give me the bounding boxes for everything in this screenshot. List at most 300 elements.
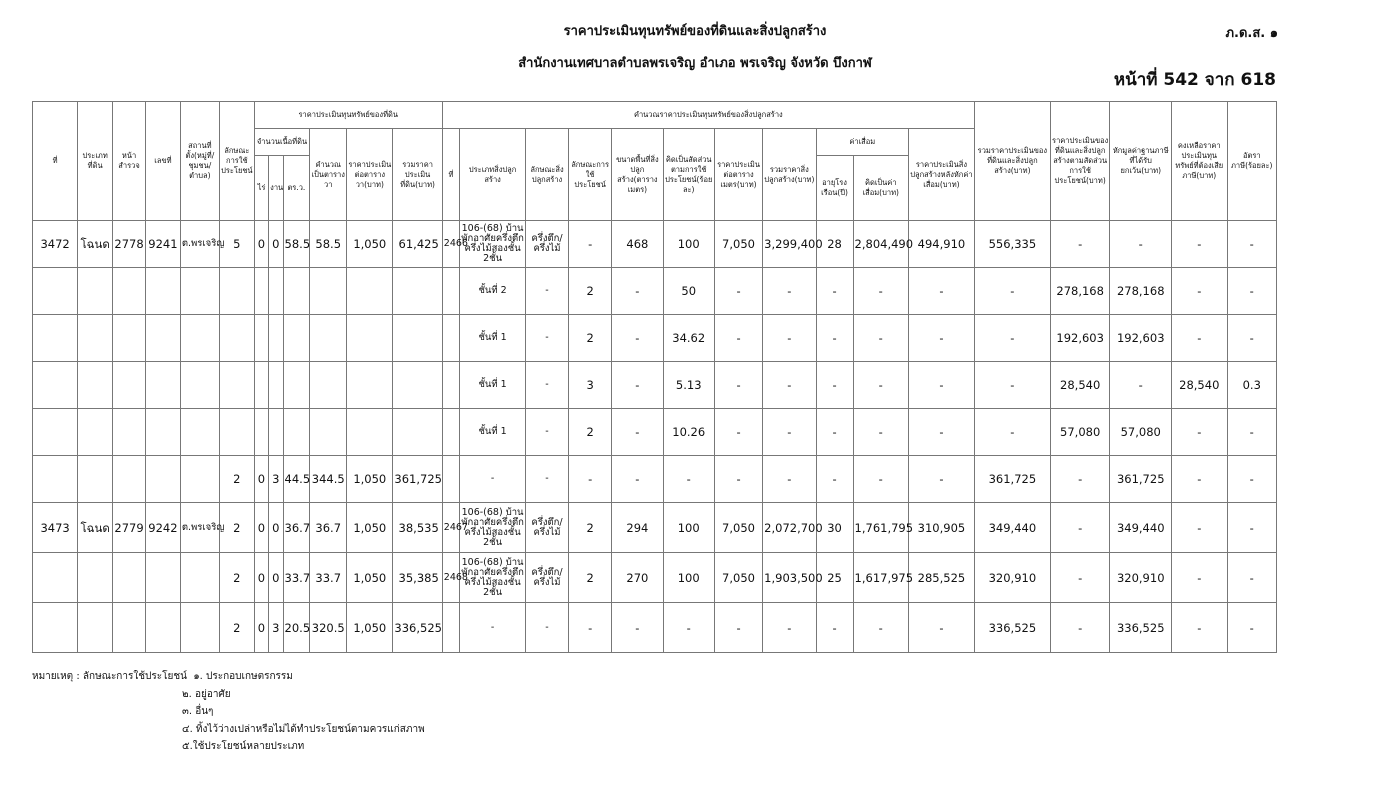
table-cell	[33, 456, 78, 503]
table-cell: -	[714, 268, 762, 315]
table-cell: 1,050	[347, 456, 393, 503]
table-cell: ต.พรเจริญ	[180, 503, 219, 553]
table-cell	[145, 553, 180, 603]
table-cell: 20.5	[283, 603, 310, 653]
col-survey-page: หน้าสำรวจ	[113, 102, 146, 221]
table-cell: 2	[569, 553, 612, 603]
note-item: ๕.ใช้ประโยชน์หลายประเภท	[182, 741, 305, 752]
table-cell: -	[763, 268, 816, 315]
note-item: ๔. ทิ้งไว้ว่างเปล่าหรือไม่ได้ทำประโยชน์ตามควรแก่สภาพ	[182, 723, 425, 735]
table-cell	[33, 553, 78, 603]
office-subtitle: สำนักงานเทศบาลตำบลพรเจริญ อำเภอ พรเจริญ จังหวัด บึงกาฬ	[518, 56, 872, 71]
table-cell: 320,910	[1110, 553, 1172, 603]
col-building-percent: คิดเป็นสัดส่วนตามการใช้ประโยชน์(ร้อยละ)	[663, 129, 714, 221]
col-building-no: ที่	[442, 129, 459, 221]
table-cell	[393, 409, 442, 456]
table-row	[33, 268, 1277, 315]
table-cell: โฉนด	[78, 221, 113, 268]
table-cell: 34.62	[663, 315, 714, 362]
table-cell: 1,050	[347, 603, 393, 653]
table-cell: 2467	[442, 503, 459, 553]
table-cell	[33, 603, 78, 653]
table-cell	[78, 362, 113, 409]
table-cell: 192,603	[1050, 315, 1110, 362]
table-cell: 336,525	[1110, 603, 1172, 653]
table-cell: ครึ่งตึก/ครึ่งไม้	[525, 221, 568, 268]
table-cell: 2	[219, 503, 254, 553]
table-cell	[442, 268, 459, 315]
table-cell	[254, 268, 268, 315]
table-cell: 10.26	[663, 409, 714, 456]
table-cell: -	[853, 456, 908, 503]
table-cell: 2	[219, 456, 254, 503]
table-cell: 0.3	[1227, 362, 1277, 409]
table-cell	[78, 315, 113, 362]
table-cell	[145, 409, 180, 456]
table-row	[33, 315, 1277, 362]
table-cell: 28,540	[1050, 362, 1110, 409]
table-cell: -	[908, 456, 974, 503]
table-cell	[442, 603, 459, 653]
table-cell: -	[1050, 603, 1110, 653]
table-cell: -	[1172, 456, 1227, 503]
table-cell: -	[816, 603, 853, 653]
page-indicator: หน้าที่ 542 จาก 618	[1113, 70, 1276, 90]
table-cell: 270	[612, 553, 663, 603]
table-cell	[145, 268, 180, 315]
table-cell	[113, 362, 146, 409]
table-cell	[283, 268, 310, 315]
table-cell: ชั้นที่ 1	[460, 409, 526, 456]
table-cell	[219, 362, 254, 409]
table-cell: 33.7	[310, 553, 347, 603]
table-cell: 494,910	[908, 221, 974, 268]
table-cell: 3472	[33, 221, 78, 268]
table-cell: ชั้นที่ 1	[460, 362, 526, 409]
table-cell: ชั้นที่ 2	[460, 268, 526, 315]
table-cell: 5.13	[663, 362, 714, 409]
col-building-price-sqm: ราคาประเมินต่อตารางเมตร(บาท)	[714, 129, 762, 221]
table-cell: -	[714, 456, 762, 503]
table-cell: 361,725	[974, 456, 1050, 503]
table-cell: -	[1050, 503, 1110, 553]
table-cell: 0	[269, 553, 283, 603]
table-cell	[180, 268, 219, 315]
table-cell	[269, 362, 283, 409]
table-cell: 2	[219, 553, 254, 603]
table-cell: 556,335	[974, 221, 1050, 268]
col-tax-rate: อัตราภาษี(ร้อยละ)	[1227, 102, 1277, 221]
table-cell: 5	[219, 221, 254, 268]
table-header	[33, 102, 1277, 221]
table-cell	[393, 315, 442, 362]
col-price-per-wa: ราคาประเมินต่อตารางวา(บาท)	[347, 129, 393, 221]
table-cell	[113, 456, 146, 503]
table-cell: -	[569, 456, 612, 503]
table-cell: 310,905	[908, 503, 974, 553]
table-cell: -	[525, 362, 568, 409]
table-cell: 349,440	[974, 503, 1050, 553]
table-row	[33, 456, 1277, 503]
col-ngan: งาน	[269, 156, 283, 221]
table-cell: 336,525	[393, 603, 442, 653]
table-cell: 0	[254, 503, 268, 553]
table-cell: 3,299,400	[763, 221, 816, 268]
table-cell: 1,617,975	[853, 553, 908, 603]
table-cell: 100	[663, 221, 714, 268]
table-cell: 2,072,700	[763, 503, 816, 553]
table-cell: 3	[269, 603, 283, 653]
table-cell: 2778	[113, 221, 146, 268]
table-cell: 3473	[33, 503, 78, 553]
table-cell: 344.5	[310, 456, 347, 503]
table-cell	[113, 268, 146, 315]
document-title: ราคาประเมินทุนทรัพย์ของที่ดินและสิ่งปลูกสร้าง	[563, 24, 827, 39]
table-cell: 30	[816, 503, 853, 553]
table-row	[33, 553, 1277, 603]
table-cell: 57,080	[1050, 409, 1110, 456]
table-row	[33, 409, 1277, 456]
table-cell: -	[612, 268, 663, 315]
col-building-char: ลักษณะสิ่งปลูกสร้าง	[525, 129, 568, 221]
table-row	[33, 362, 1277, 409]
table-cell: -	[1172, 503, 1227, 553]
table-cell: -	[525, 603, 568, 653]
assessment-table	[32, 101, 1277, 653]
table-cell: 468	[612, 221, 663, 268]
table-cell	[254, 362, 268, 409]
table-cell: -	[908, 409, 974, 456]
table-cell: 320.5	[310, 603, 347, 653]
table-cell	[310, 409, 347, 456]
table-cell	[33, 315, 78, 362]
group-depreciation: ค่าเสื่อม	[816, 129, 908, 156]
table-cell: -	[763, 409, 816, 456]
table-cell	[180, 603, 219, 653]
col-area-calc: คำนวณเป็นตารางวา	[310, 129, 347, 221]
table-cell: 0	[254, 456, 268, 503]
col-land-total: รวมราคาประเมินที่ดิน(บาท)	[393, 129, 442, 221]
table-cell	[283, 409, 310, 456]
col-total-all: รวมราคาประเมินของที่ดินและสิ่งปลูกสร้าง(บาท)	[974, 102, 1050, 221]
table-cell: -	[460, 456, 526, 503]
table-cell	[113, 603, 146, 653]
table-cell: 9242	[145, 503, 180, 553]
table-cell: 33.7	[283, 553, 310, 603]
table-cell: 2	[219, 603, 254, 653]
table-cell	[442, 409, 459, 456]
table-cell: -	[908, 362, 974, 409]
table-cell: 2	[569, 409, 612, 456]
table-cell	[180, 409, 219, 456]
table-cell: 278,168	[1110, 268, 1172, 315]
group-land-area: จำนวนเนื้อที่ดิน	[254, 129, 309, 156]
table-cell	[145, 456, 180, 503]
table-cell: 36.7	[283, 503, 310, 553]
table-cell: 349,440	[1110, 503, 1172, 553]
table-cell: 1,050	[347, 503, 393, 553]
table-cell	[219, 268, 254, 315]
col-building-size: ขนาดพื้นที่สิ่งปลูกสร้าง(ตารางเมตร)	[612, 129, 663, 221]
table-cell	[33, 268, 78, 315]
col-wa: ตร.ว.	[283, 156, 310, 221]
table-cell: -	[569, 603, 612, 653]
table-cell: 2779	[113, 503, 146, 553]
table-cell: -	[1172, 268, 1227, 315]
table-cell: 2	[569, 315, 612, 362]
table-body	[33, 221, 1277, 653]
table-cell: -	[714, 315, 762, 362]
table-cell: -	[1227, 456, 1277, 503]
table-cell: -	[1227, 503, 1277, 553]
table-cell	[145, 603, 180, 653]
col-rai: ไร่	[254, 156, 268, 221]
table-cell: 0	[254, 603, 268, 653]
table-cell: -	[974, 315, 1050, 362]
table-cell: 2466	[442, 221, 459, 268]
table-cell: -	[908, 315, 974, 362]
table-cell: -	[525, 456, 568, 503]
col-deduction: หักมูลค่าฐานภาษีที่ได้รับยกเว้น(บาท)	[1110, 102, 1172, 221]
table-cell: 57,080	[1110, 409, 1172, 456]
table-cell: -	[1172, 221, 1227, 268]
table-cell	[219, 315, 254, 362]
col-number: เลขที่	[145, 102, 180, 221]
table-cell: -	[1050, 553, 1110, 603]
table-cell	[78, 603, 113, 653]
table-cell	[145, 315, 180, 362]
table-cell	[442, 315, 459, 362]
table-cell: -	[1227, 553, 1277, 603]
table-cell: 7,050	[714, 553, 762, 603]
table-cell: 100	[663, 503, 714, 553]
table-cell: ต.พรเจริญ	[180, 221, 219, 268]
table-cell: -	[612, 409, 663, 456]
table-cell: 106-(68) บ้านพักอาศัยครึ่งตึกครึ่งไม้สองชั้น 2ชั้น	[460, 553, 526, 603]
col-age: อายุโรงเรือน(ปี)	[816, 156, 853, 221]
col-building-after-depr: ราคาประเมินสิ่งปลูกสร้างหลังหักค่าเสื่อม(บาท)	[908, 129, 974, 221]
table-row	[33, 603, 1277, 653]
table-cell: 28,540	[1172, 362, 1227, 409]
table-cell: 50	[663, 268, 714, 315]
table-cell: 0	[254, 553, 268, 603]
table-cell	[310, 268, 347, 315]
table-cell: 61,425	[393, 221, 442, 268]
note-item: ๑. ประกอบเกษตรกรรม	[193, 671, 293, 682]
table-cell	[78, 456, 113, 503]
table-cell: 35,385	[393, 553, 442, 603]
table-cell	[180, 456, 219, 503]
note-item: ๒. อยู่อาศัย	[182, 688, 231, 700]
table-cell: 0	[269, 221, 283, 268]
table-cell: ครึ่งตึก/ครึ่งไม้	[525, 553, 568, 603]
table-cell: 3	[569, 362, 612, 409]
col-building-total: รวมราคาสิ่งปลูกสร้าง(บาท)	[763, 129, 816, 221]
table-cell	[347, 268, 393, 315]
note-item: ๓. อื่นๆ	[182, 706, 214, 717]
table-cell: 106-(68) บ้านพักอาศัยครึ่งตึกครึ่งไม้สองชั้น 2ชั้น	[460, 503, 526, 553]
form-code: ภ.ด.ส. ๑	[1225, 26, 1278, 41]
col-building-type: ประเภทสิ่งปลูกสร้าง	[460, 129, 526, 221]
table-cell: -	[612, 362, 663, 409]
table-cell	[180, 553, 219, 603]
table-cell	[283, 362, 310, 409]
table-cell: 0	[269, 503, 283, 553]
table-cell: 2,804,490	[853, 221, 908, 268]
table-cell: -	[1227, 315, 1277, 362]
table-cell	[180, 315, 219, 362]
table-cell	[393, 268, 442, 315]
table-cell: ชั้นที่ 1	[460, 315, 526, 362]
col-no: ที่	[33, 102, 78, 221]
table-cell: 294	[612, 503, 663, 553]
table-cell	[33, 409, 78, 456]
table-cell: -	[525, 315, 568, 362]
group-building-valuation: คำนวณราคาประเมินทุนทรัพย์ของสิ่งปลูกสร้าง	[442, 102, 974, 129]
table-cell	[145, 362, 180, 409]
table-cell: 320,910	[974, 553, 1050, 603]
table-cell: ครึ่งตึก/ครึ่งไม้	[525, 503, 568, 553]
table-cell: 0	[254, 221, 268, 268]
table-cell: -	[612, 603, 663, 653]
table-cell: -	[974, 409, 1050, 456]
col-land-type: ประเภทที่ดิน	[78, 102, 113, 221]
table-cell	[347, 362, 393, 409]
table-cell	[113, 409, 146, 456]
table-cell: -	[1172, 603, 1227, 653]
table-cell	[113, 315, 146, 362]
col-depr-value: คิดเป็นค่าเสื่อม(บาท)	[853, 156, 908, 221]
table-cell: -	[612, 315, 663, 362]
col-location: สถานที่ตั้ง(หมู่ที่/ชุมชน/ตำบล)	[180, 102, 219, 221]
table-cell: -	[525, 268, 568, 315]
col-remaining: คงเหลือราคาประเมินทุนทรัพย์ที่ต้องเสียภาษี(บาท)	[1172, 102, 1227, 221]
table-cell: 58.5	[310, 221, 347, 268]
table-cell: 28	[816, 221, 853, 268]
table-row	[33, 221, 1277, 268]
table-cell: 1,761,795	[853, 503, 908, 553]
table-cell	[269, 315, 283, 362]
table-cell: -	[816, 409, 853, 456]
table-cell: -	[1172, 315, 1227, 362]
table-cell: 336,525	[974, 603, 1050, 653]
notes-label: หมายเหตุ : ลักษณะการใช้ประโยชน์	[32, 671, 187, 682]
table-cell: -	[816, 315, 853, 362]
table-cell: -	[853, 409, 908, 456]
table-cell: โฉนด	[78, 503, 113, 553]
col-usage: ลักษณะการใช้ประโยชน์	[219, 102, 254, 221]
table-cell: 7,050	[714, 503, 762, 553]
table-cell: -	[612, 456, 663, 503]
table-cell	[269, 409, 283, 456]
table-cell: -	[1050, 221, 1110, 268]
table-cell: -	[569, 221, 612, 268]
table-cell	[180, 362, 219, 409]
table-cell: -	[714, 362, 762, 409]
table-cell: 58.5	[283, 221, 310, 268]
table-cell: 2	[569, 268, 612, 315]
table-cell	[442, 456, 459, 503]
table-cell: -	[1172, 553, 1227, 603]
table-cell: -	[853, 603, 908, 653]
table-cell: 361,725	[1110, 456, 1172, 503]
table-cell	[113, 553, 146, 603]
table-cell: 38,535	[393, 503, 442, 553]
table-cell: -	[525, 409, 568, 456]
table-cell: -	[816, 268, 853, 315]
table-cell: -	[763, 315, 816, 362]
table-cell: -	[1110, 221, 1172, 268]
table-cell: 36.7	[310, 503, 347, 553]
table-cell	[78, 268, 113, 315]
table-cell: -	[714, 409, 762, 456]
table-cell: 100	[663, 553, 714, 603]
table-cell	[254, 409, 268, 456]
table-cell: -	[908, 268, 974, 315]
table-cell: -	[853, 268, 908, 315]
table-cell: -	[1050, 456, 1110, 503]
table-cell: -	[974, 362, 1050, 409]
table-cell: 1,050	[347, 553, 393, 603]
table-cell: -	[853, 362, 908, 409]
table-row	[33, 503, 1277, 553]
table-cell	[78, 409, 113, 456]
table-cell: 106-(68) บ้านพักอาศัยครึ่งตึกครึ่งไม้สองชั้น 2ชั้น	[460, 221, 526, 268]
table-cell: -	[1227, 221, 1277, 268]
table-cell: -	[853, 315, 908, 362]
table-cell: -	[663, 456, 714, 503]
table-cell: 192,603	[1110, 315, 1172, 362]
col-building-usage: ลักษณะการใช้ประโยชน์	[569, 129, 612, 221]
table-cell: 361,725	[393, 456, 442, 503]
table-cell: 2	[569, 503, 612, 553]
table-cell: -	[460, 603, 526, 653]
table-cell: -	[763, 603, 816, 653]
table-cell	[310, 362, 347, 409]
usage-notes	[32, 668, 425, 756]
table-cell: 1,903,500	[763, 553, 816, 603]
table-cell: 25	[816, 553, 853, 603]
table-cell: -	[1172, 409, 1227, 456]
col-proportional: ราคาประเมินของที่ดินและสิ่งปลูกสร้างตามสัดส่วนการใช้ประโยชน์(บาท)	[1050, 102, 1110, 221]
table-cell	[347, 409, 393, 456]
group-land-valuation: ราคาประเมินทุนทรัพย์ของที่ดิน	[254, 102, 442, 129]
table-cell	[33, 362, 78, 409]
table-cell: -	[908, 603, 974, 653]
table-cell	[283, 315, 310, 362]
table-cell	[442, 362, 459, 409]
table-cell: -	[1110, 362, 1172, 409]
table-cell: -	[1227, 603, 1277, 653]
table-cell	[347, 315, 393, 362]
table-cell: 7,050	[714, 221, 762, 268]
table-cell: -	[1227, 409, 1277, 456]
table-cell: -	[763, 456, 816, 503]
table-cell: 3	[269, 456, 283, 503]
table-cell	[269, 268, 283, 315]
table-cell: -	[663, 603, 714, 653]
table-cell	[78, 553, 113, 603]
table-cell: 285,525	[908, 553, 974, 603]
table-cell: -	[974, 268, 1050, 315]
table-cell: -	[816, 362, 853, 409]
table-cell: -	[763, 362, 816, 409]
table-cell: -	[816, 456, 853, 503]
table-cell	[254, 315, 268, 362]
table-cell: 278,168	[1050, 268, 1110, 315]
table-cell: -	[714, 603, 762, 653]
table-cell	[219, 409, 254, 456]
